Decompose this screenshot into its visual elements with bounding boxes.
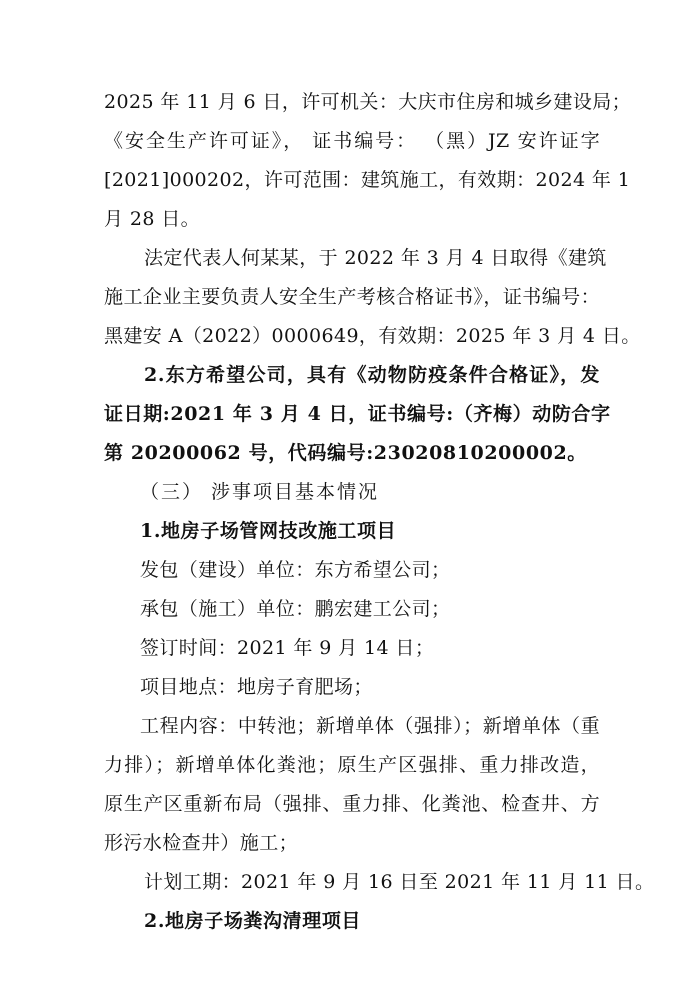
text-line-14: 承包（施工）单位：鹏宏建工公司； [140,598,451,620]
text-line-15: 签订时间：2021 年 9 月 14 日； [140,637,435,659]
subheading-2: 2.地房子场粪沟清理项目 [144,910,362,932]
text-line-21: 计划工期：2021 年 9 月 16 日至 2021 年 11 月 11 日。 [144,871,655,893]
text-line-13: 发包（建设）单位：东方希望公司； [140,559,451,581]
text-line-18: 力排）；新增单体化粪池；原生产区强排、重力排改造， [104,754,600,776]
subheading-1: 1.地房子场管网技改施工项目 [140,520,397,542]
text-line-16: 项目地点：地房子育肥场； [140,676,373,698]
text-line-1: 2025 年 11 月 6 日，许可机关：大庆市住房和城乡建设局； [104,91,632,113]
text-line-6: 施工企业主要负责人安全生产考核合格证书》，证书编号： [104,286,600,308]
text-line-3: [2021]000202，许可范围：建筑施工，有效期：2024 年 1 [104,169,631,191]
text-line-4: 月 28 日。 [104,208,201,230]
text-line-19: 原生产区重新布局（强排、重力排、化粪池、检查井、方 [104,793,600,815]
text-line-9: 证日期:2021 年 3 月 4 日，证书编号:（齐梅）动防合字 [104,403,611,425]
text-line-7: 黑建安 A（2022）0000649，有效期：2025 年 3 月 4 日。 [104,325,641,347]
text-line-8: 2.东方希望公司，具有《动物防疫条件合格证》，发 [144,364,600,386]
text-line-20: 形污水检查井）施工； [104,832,299,854]
text-line-2: 《安全生产许可证》， 证书编号： （黑）JZ 安许证字 [104,130,600,152]
text-line-5: 法定代表人何某某，于 2022 年 3 月 4 日取得《建筑 [144,247,607,269]
text-line-10: 第 20200062 号，代码编号:23020810200002。 [104,442,587,464]
text-line-17: 工程内容：中转池；新增单体（强排）；新增单体（重 [140,715,600,737]
section-heading: （三） 涉事项目基本情况 [140,481,380,503]
